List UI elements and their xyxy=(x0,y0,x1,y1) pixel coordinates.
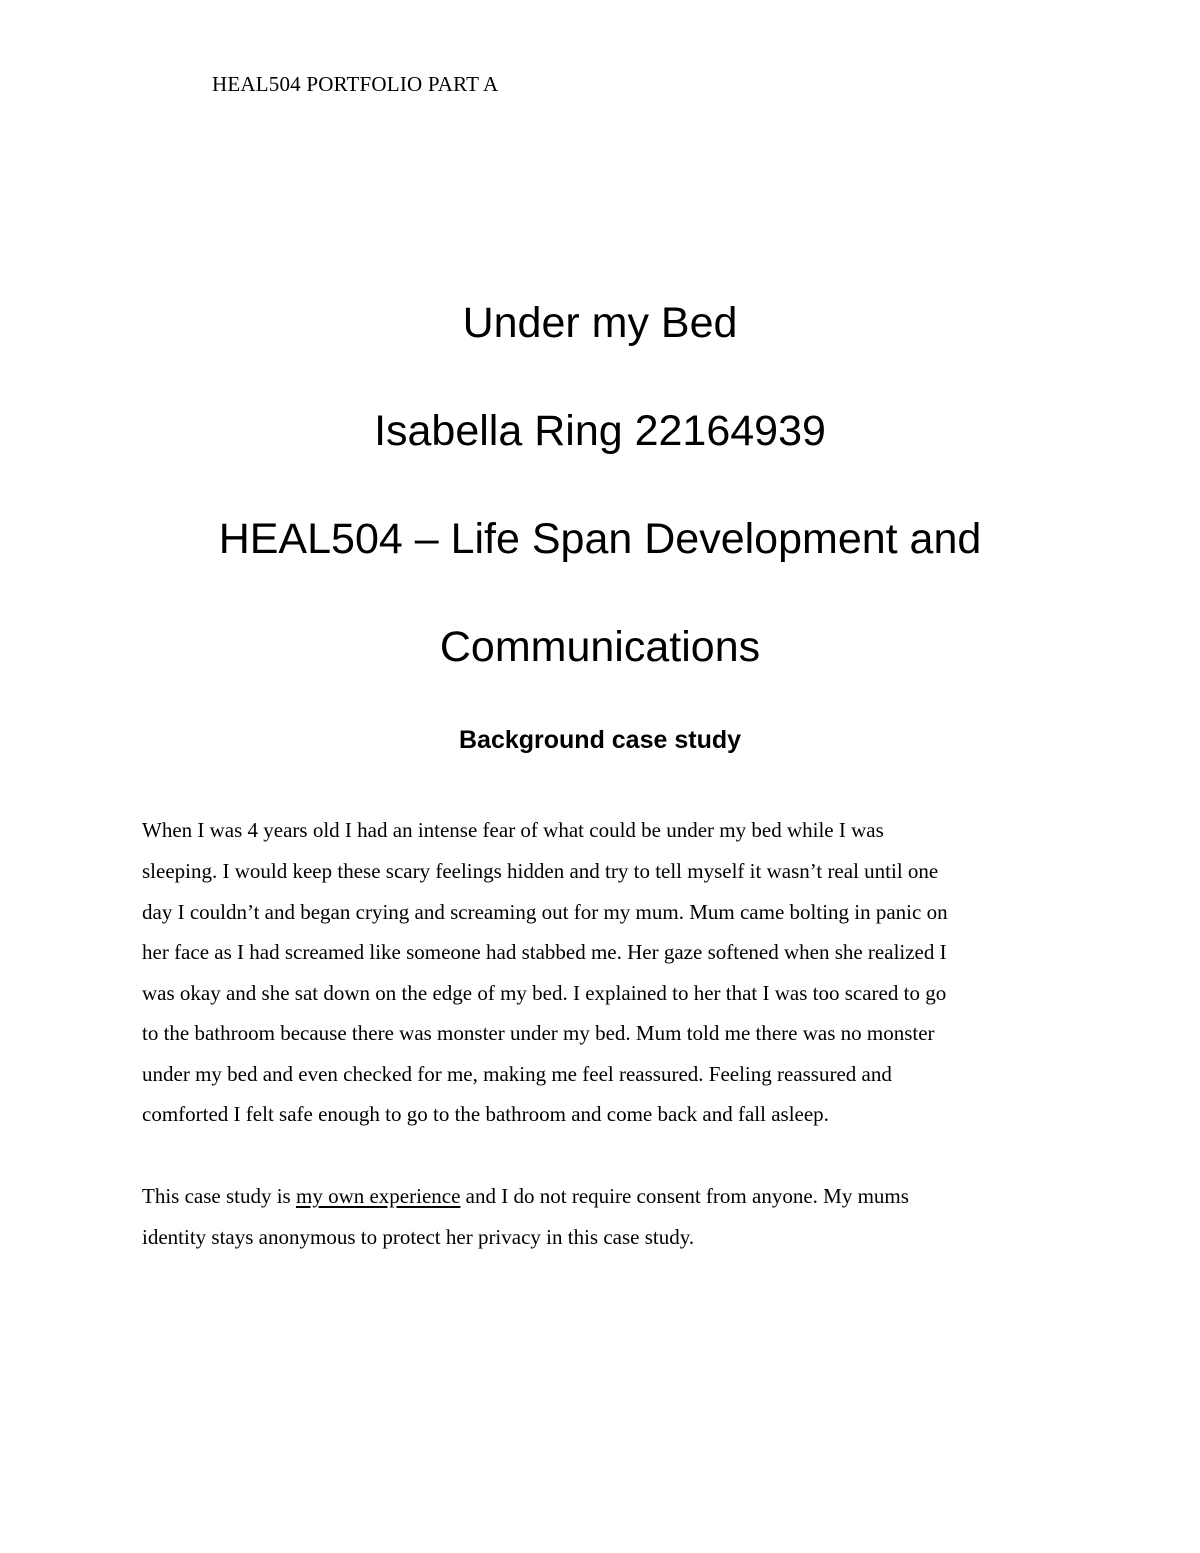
author-line: Isabella Ring 22164939 xyxy=(374,407,826,455)
running-header: HEAL504 PORTFOLIO PART A xyxy=(212,72,499,96)
paragraph-line: When I was 4 years old I had an intense fear of what could be under my bed while I was xyxy=(142,818,884,842)
paragraph-line: to the bathroom because there was monster under my bed. Mum told me there was no monster xyxy=(142,1021,935,1045)
paragraph-line: day I couldn’t and began crying and screaming out for my mum. Mum came bolting in panic on xyxy=(142,900,948,924)
section-heading: Background case study xyxy=(458,726,742,754)
paragraph-text: This case study is xyxy=(142,1184,296,1208)
paragraph-line: identity stays anonymous to protect her privacy in this case study. xyxy=(142,1225,695,1249)
paragraph-line: sleeping. I would keep these scary feelings hidden and try to tell myself it wasn’t real until one xyxy=(142,859,939,883)
paragraph-line xyxy=(142,1186,909,1207)
course-title-line-2: Communications xyxy=(439,623,761,671)
paragraph-line: her face as I had screamed like someone had stabbed me. Her gaze softened when she realized I xyxy=(142,940,947,964)
paragraph-text: and I do not require consent from anyone. My mums xyxy=(460,1184,909,1208)
paragraph-line: was okay and she sat down on the edge of my bed. I explained to her that I was too scared to go xyxy=(142,981,947,1005)
course-title-line-1: HEAL504 – Life Span Development and xyxy=(218,515,982,563)
document-title: Under my Bed xyxy=(462,299,738,347)
paragraph-line: under my bed and even checked for me, making me feel reassured. Feeling reassured and xyxy=(142,1062,892,1086)
underlined-phrase: my own experience xyxy=(295,1184,461,1208)
paragraph-line: comforted I felt safe enough to go to the bathroom and come back and fall asleep. xyxy=(142,1102,829,1126)
